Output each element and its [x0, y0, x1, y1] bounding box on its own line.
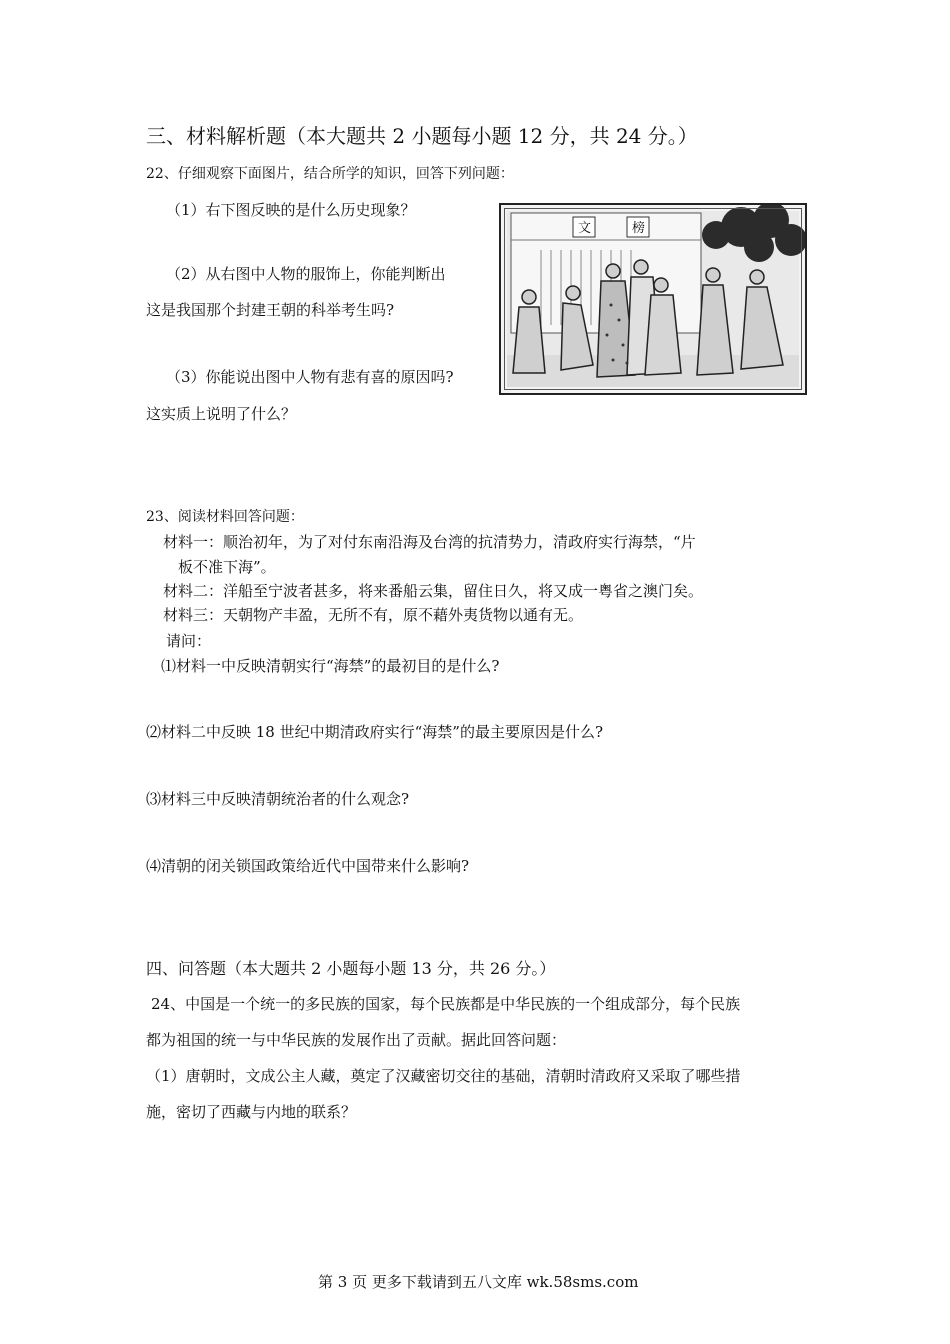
q24-line-2: 都为祖国的统一与中华民族的发展作出了贡献。据此回答问题：	[146, 1031, 567, 1049]
q24-line-1: 24、中国是一个统一的多民族的国家，每个民族都是中华民族的一个组成部分，每个民族	[151, 995, 741, 1013]
plaque-left-text: 文	[578, 221, 592, 236]
page-footer: 第 3 页 更多下载请到五八文库 wk.58sms.com	[318, 1273, 639, 1291]
plaque-right-text: 榜	[632, 221, 646, 236]
q24-part-1-line-1: （1）唐朝时，文成公主人藏，奠定了汉藏密切交往的基础，清朝时清政府又采取了哪些措	[146, 1067, 741, 1085]
q23-material-1-line-1: 材料一：顺治初年，为了对付东南沿海及台湾的抗清势力，清政府实行海禁，“片	[163, 533, 696, 551]
section-4-title: 四、问答题（本大题共 2 小题每小题 13 分，共 26 分。）	[146, 959, 556, 978]
q24-part-1-line-2: 施，密切了西藏与内地的联系？	[146, 1103, 357, 1121]
q22-stem: 22、仔细观察下面图片，结合所学的知识，回答下列问题：	[146, 166, 514, 182]
q22-part-3-line-2: 这实质上说明了什么？	[146, 405, 297, 423]
q23-question-3: ⑶材料三中反映清朝统治者的什么观念?	[146, 790, 410, 808]
q22-part-1: （1）右下图反映的是什么历史现象？	[166, 201, 416, 219]
q23-question-4: ⑷清朝的闭关锁国政策给近代中国带来什么影响?	[146, 857, 470, 875]
q23-question-2: ⑵材料二中反映 18 世纪中期清政府实行“海禁”的最主要原因是什么?	[146, 723, 604, 741]
q23-question-1: ⑴材料一中反映清朝实行“海禁”的最初目的是什么?	[161, 657, 500, 675]
q22-part-3-line-1: （3）你能说出图中人物有悲有喜的原因吗?	[166, 368, 454, 386]
q23-material-3: 材料三：天朝物产丰盈，无所不有，原不藉外夷货物以通有无。	[163, 606, 584, 624]
exam-results-illustration	[499, 203, 807, 395]
q23-material-1-line-2: 板不准下海”。	[178, 558, 276, 576]
q22-part-2-line-2: 这是我国那个封建王朝的科举考生吗?	[146, 301, 395, 319]
q23-stem: 23、阅读材料回答问题：	[146, 509, 304, 525]
q23-material-2: 材料二：洋船至宁波者甚多，将来番船云集，留住日久，将又成一粤省之澳门矣。	[163, 582, 704, 600]
q23-ask: 请问：	[166, 632, 212, 650]
q22-part-2-line-1: （2）从右图中人物的服饰上，你能判断出	[166, 265, 446, 283]
section-3-title: 三、材料解析题（本大题共 2 小题每小题 12 分，共 24 分。）	[146, 124, 698, 148]
